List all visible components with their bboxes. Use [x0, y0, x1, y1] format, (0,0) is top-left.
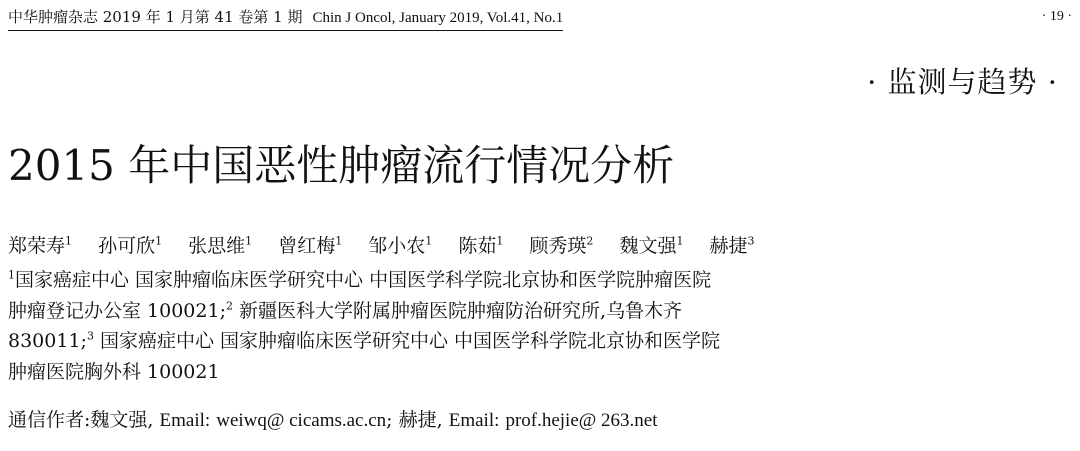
author-affiliation-mark: 2	[586, 234, 594, 248]
author-name: 曾红梅	[278, 235, 336, 257]
author-list	[8, 231, 775, 261]
running-header	[8, 6, 1072, 32]
author-name: 孙可欣	[98, 235, 156, 257]
affiliation-line	[8, 265, 878, 296]
author-name: 赫捷	[709, 235, 748, 257]
section-label: · 监测与趋势 ·	[867, 65, 1058, 99]
correspondence-label: 通信作者:	[8, 409, 91, 431]
journal-name-en: Chin J Oncol, January 2019, Vol.41, No.1	[312, 10, 564, 26]
page-number: · 19 ·	[1041, 9, 1072, 24]
journal-citation	[8, 6, 563, 31]
affiliation-text: 国家癌症中心 国家肿瘤临床医学研究中心 中国医学科学院北京协和医学院肿瘤医院	[15, 269, 712, 291]
affiliation-line	[8, 357, 878, 388]
correspondence-author: 魏文强	[90, 409, 148, 431]
author	[368, 235, 432, 257]
affiliation-mark: 1	[8, 268, 15, 282]
affiliation-mark: 2	[225, 299, 233, 313]
email-link[interactable]: prof.hejie@ 263.net	[505, 410, 658, 431]
author	[188, 235, 252, 257]
author-name: 魏文强	[619, 235, 677, 257]
affiliation-mark: 3	[86, 329, 94, 343]
author-name: 陈茹	[458, 235, 497, 257]
email-label: Email:	[159, 410, 211, 431]
affiliations	[8, 265, 878, 387]
affiliation-text: 新疆医科大学附属肿瘤医院肿瘤防治研究所,乌鲁木齐	[232, 299, 683, 322]
author-name: 邹小农	[368, 235, 426, 257]
affiliation-line	[8, 296, 878, 327]
author-affiliation-mark: 1	[155, 234, 163, 248]
author-name: 郑荣寿	[8, 235, 66, 257]
email-label: Email:	[448, 410, 500, 431]
author	[278, 235, 342, 257]
affiliation-line	[8, 326, 878, 357]
journal-name-cn: 中华肿瘤杂志 2019 年 1 月第 41 卷第 1 期	[8, 8, 303, 26]
author	[458, 235, 503, 257]
affiliation-text: 830011;	[8, 330, 87, 352]
author	[619, 235, 683, 257]
author-affiliation-mark: 1	[496, 234, 504, 248]
author-name: 顾秀瑛	[529, 235, 587, 257]
author	[710, 235, 755, 257]
author-name: 张思维	[188, 235, 246, 257]
author	[529, 235, 593, 257]
correspondence-author: 赫捷	[398, 409, 437, 431]
author-affiliation-mark: 1	[335, 234, 343, 248]
author	[98, 235, 162, 257]
author-affiliation-mark: 1	[65, 234, 73, 248]
author-affiliation-mark: 3	[747, 234, 755, 248]
author-affiliation-mark: 1	[676, 234, 684, 248]
affiliation-text: 肿瘤登记办公室 100021;	[8, 299, 226, 322]
affiliation-text: 肿瘤医院胸外科 100021	[8, 360, 220, 383]
author-affiliation-mark: 1	[425, 234, 433, 248]
affiliation-text: 国家癌症中心 国家肿瘤临床医学研究中心 中国医学科学院北京协和医学院	[93, 330, 721, 352]
author-affiliation-mark: 1	[245, 234, 253, 248]
correspondence: 通信作者:魏文强, Email: weiwq@ cicams.ac.cn; 赫捷, Email: prof.hejie@ 263.net	[8, 409, 658, 431]
article-title: 2015 年中国恶性肿瘤流行情况分析	[8, 141, 675, 190]
email-link[interactable]: weiwq@ cicams.ac.cn	[216, 410, 387, 431]
author	[8, 235, 72, 257]
